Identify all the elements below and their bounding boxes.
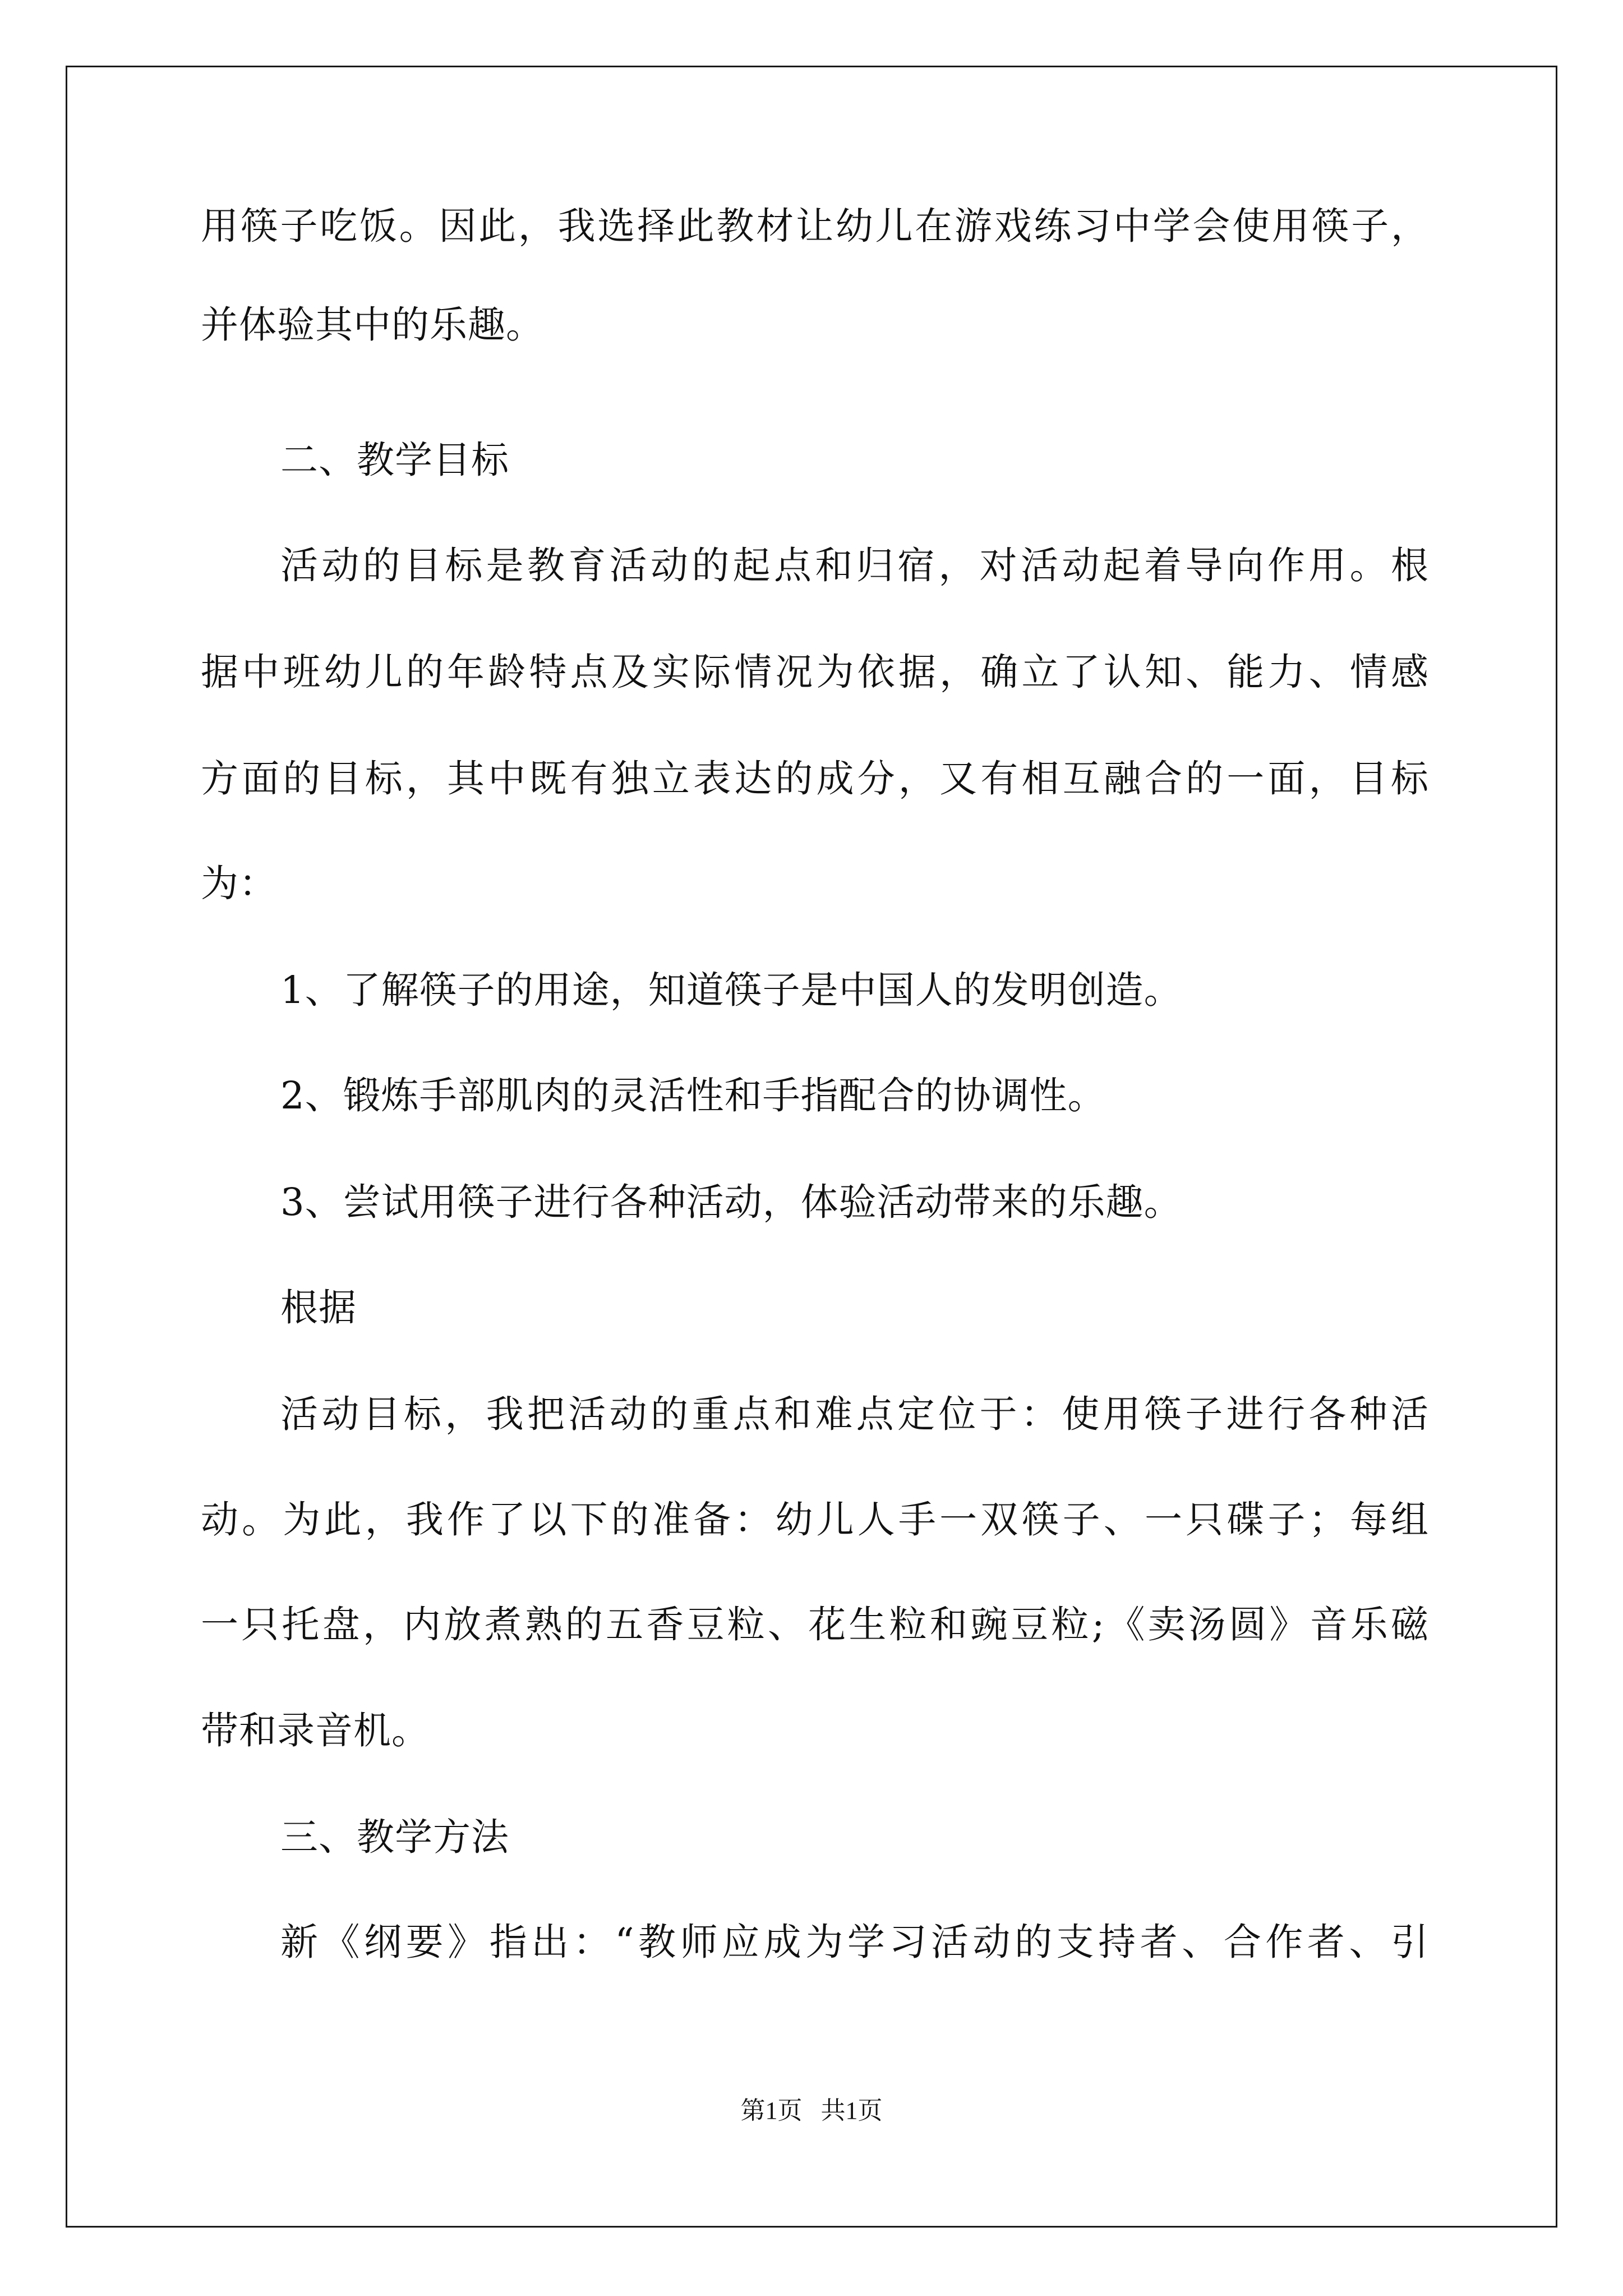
body-text-line: 活动的目标是教育活动的起点和归宿，对活动起着导向作用。根: [280, 544, 1429, 587]
list-item: 2、锻炼手部肌肉的灵活性和手指配合的协调性。: [280, 1074, 1106, 1117]
list-item: 3、尝试用筷子进行各种活动，体验活动带来的乐趣。: [280, 1180, 1182, 1224]
section-heading: 二、教学目标: [280, 438, 509, 482]
list-item: 1、了解筷子的用途，知道筷子是中国人的发明创造。: [280, 968, 1182, 1012]
body-text-line: 根据: [280, 1286, 357, 1329]
body-text-line: 为：: [201, 862, 277, 905]
body-text-line: 据中班幼儿的年龄特点及实际情况为依据，确立了认知、能力、情感: [201, 650, 1429, 694]
body-text-line: 一只托盘，内放煮熟的五香豆粒、花生粒和豌豆粒;《卖汤圆》音乐磁: [201, 1603, 1429, 1646]
body-text-line: 用筷子吃饭。因此，我选择此教材让幼儿在游戏练习中学会使用筷子，: [201, 204, 1429, 248]
body-text-line: 新《纲要》指出：“教师应成为学习活动的支持者、合作者、引: [280, 1920, 1429, 1964]
page-footer: 第1页 共1页: [740, 2097, 883, 2124]
body-text-line: 动。为此，我作了以下的准备：幼儿人手一双筷子、一只碟子；每组: [201, 1498, 1429, 1542]
body-text-line: 并体验其中的乐趣。: [201, 303, 544, 347]
body-text-line: 方面的目标，其中既有独立表达的成分，又有相互融合的一面，目标: [201, 757, 1429, 800]
section-heading: 三、教学方法: [280, 1815, 509, 1859]
body-text-line: 活动目标，我把活动的重点和难点定位于：使用筷子进行各种活: [280, 1392, 1429, 1436]
body-text-line: 带和录音机。: [201, 1709, 430, 1752]
page-border: [66, 66, 1557, 2228]
